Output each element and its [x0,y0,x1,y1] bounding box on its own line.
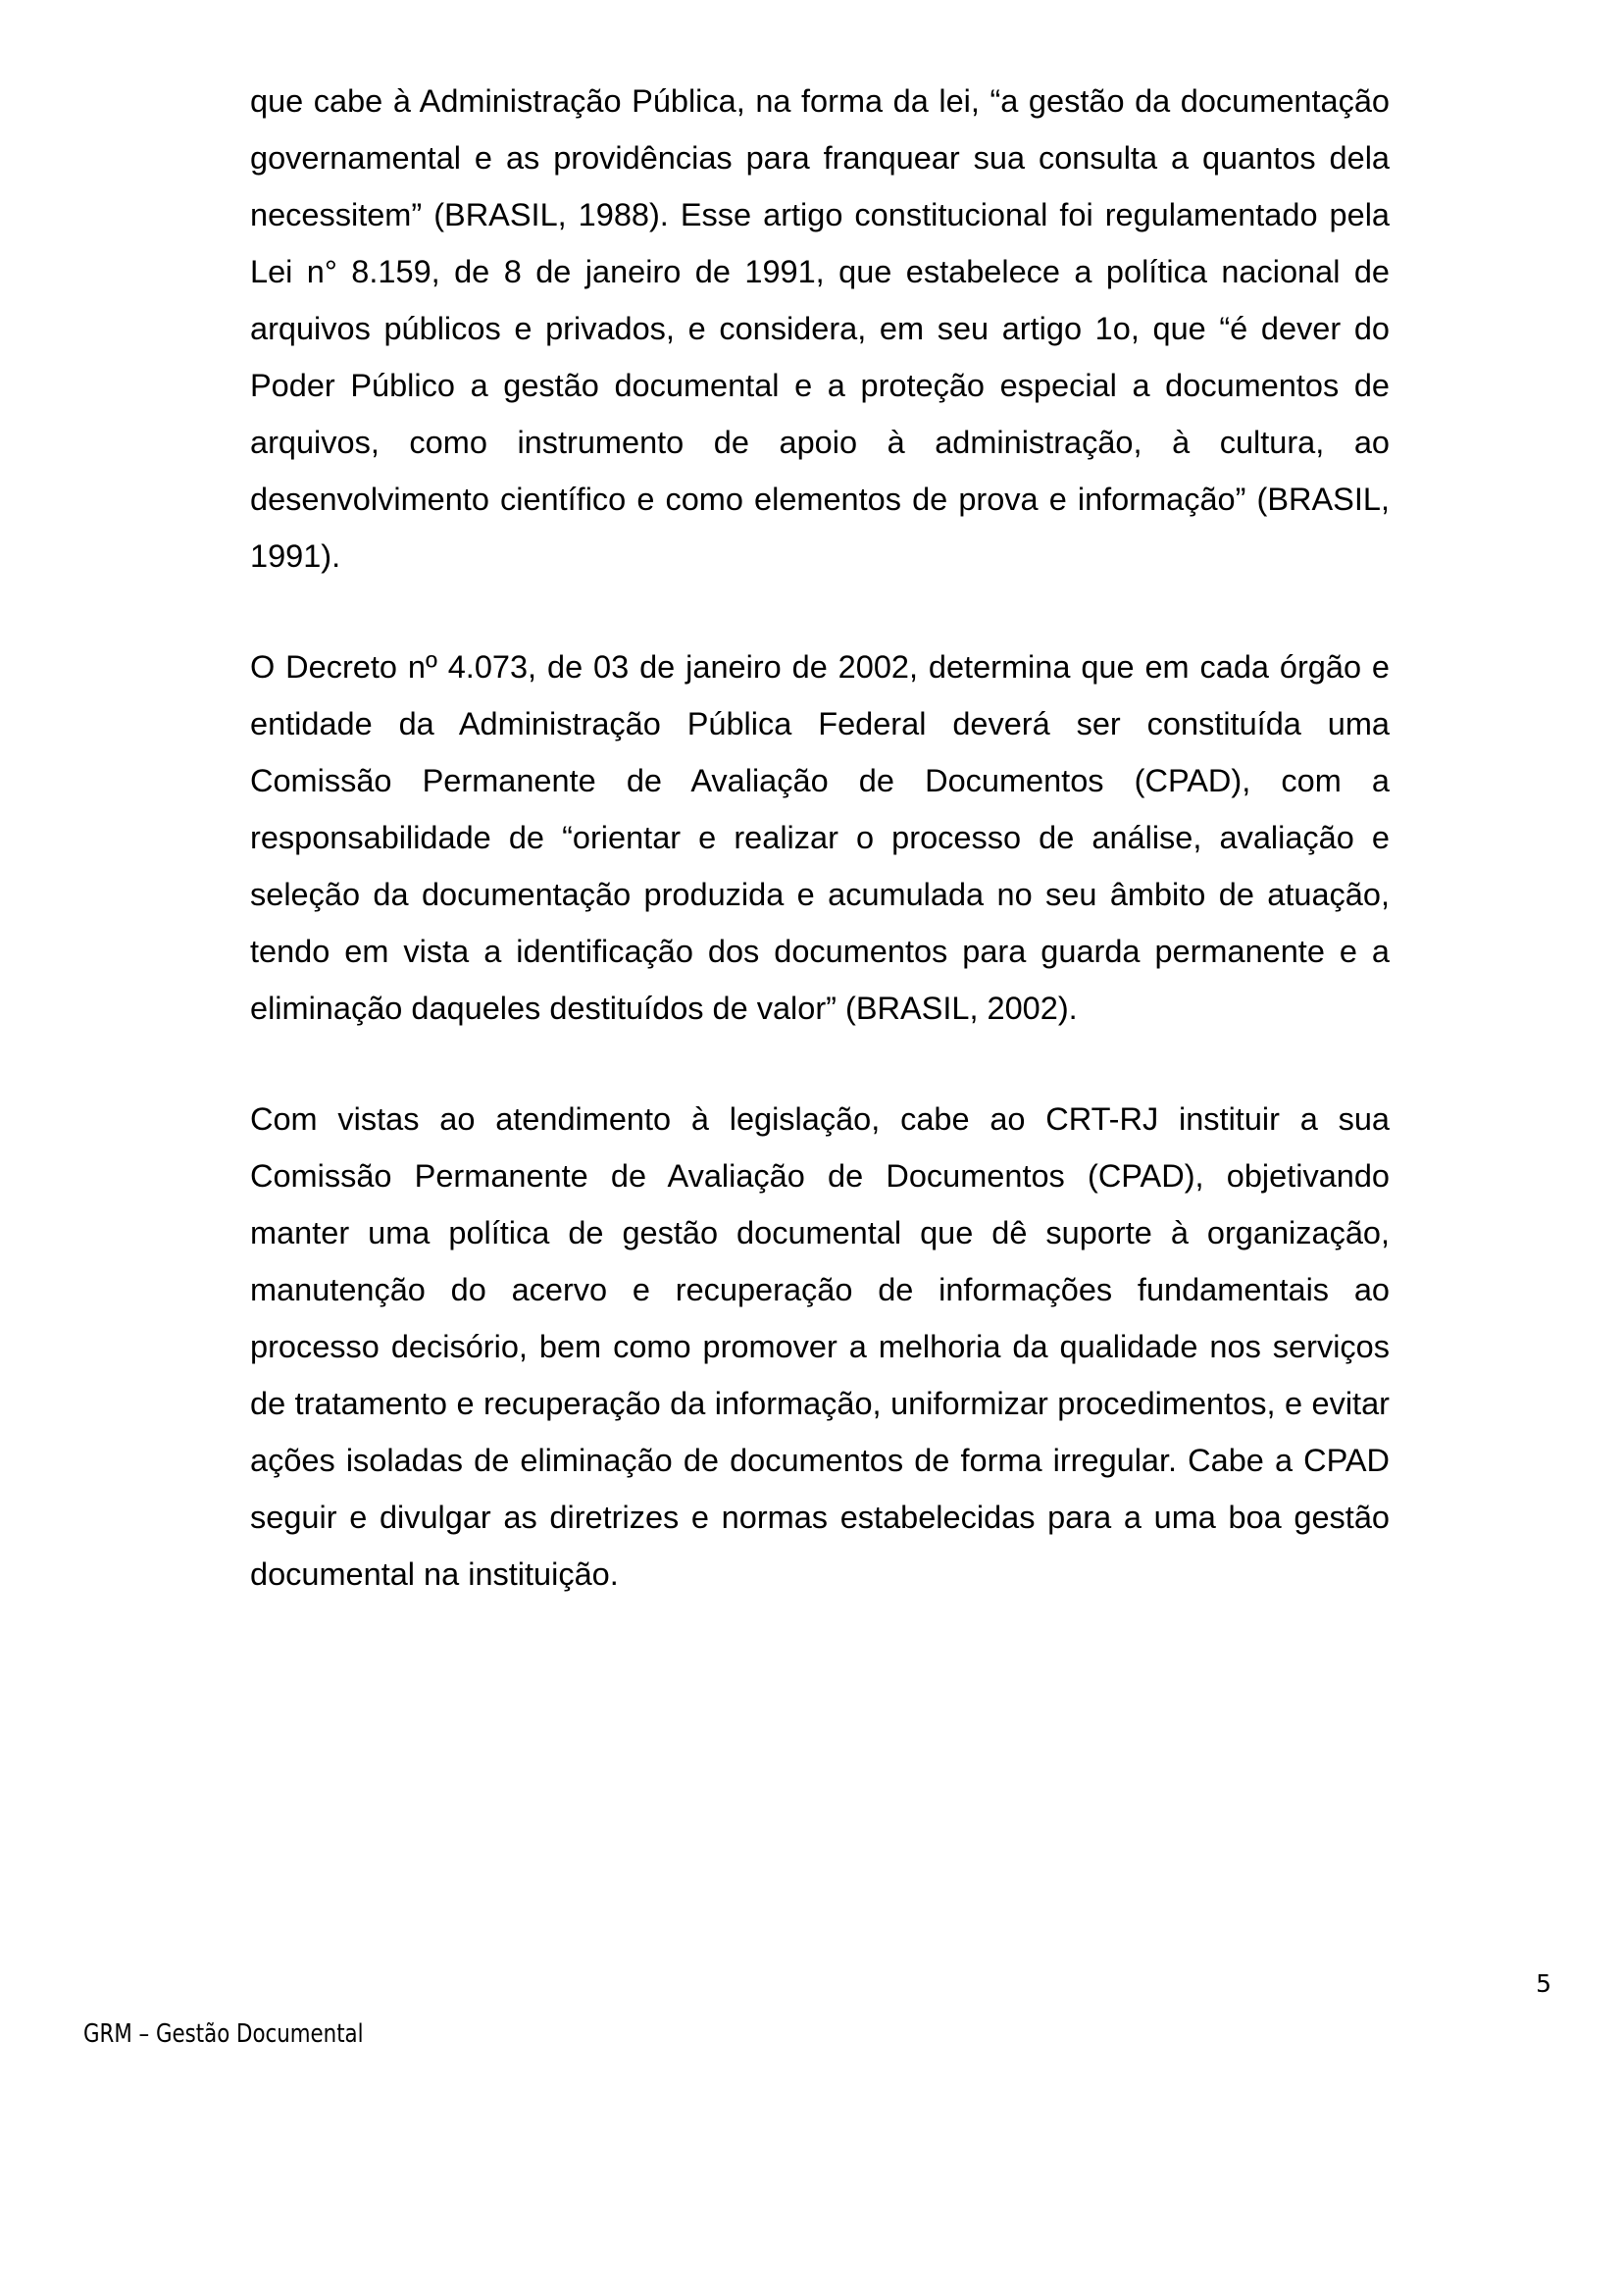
body-paragraph: O Decreto nº 4.073, de 03 de janeiro de 2002, determina que em cada órgão e entidade da Administração Pública Federal deverá ser constituída uma Comissão Permanente de Avaliação de Documentos (CPAD), com a responsabilidade de “orientar e realizar o processo de análise, avaliação e seleção da documentação produzida e acumulada no seu âmbito de atuação, tendo em vista a identificação dos documentos para guarda permanente e a eliminação daqueles destituídos de valor” (BRASIL, 2002). [250,649,1390,1026]
document-body [250,73,1390,1603]
body-paragraph: que cabe à Administração Pública, na forma da lei, “a gestão da documentação governamental e as providências para franquear sua consulta a quantos dela necessitem” (BRASIL, 1988). Esse artigo constitucional foi regulamentado pela Lei n° 8.159, de 8 de janeiro de 1991, que estabelece a política nacional de arquivos públicos e privados, e considera, em seu artigo 1o, que “é dever do Poder Público a gestão documental e a proteção especial a documentos de arquivos, como instrumento de apoio à administração, à cultura, ao desenvolvimento científico e como elementos de prova e informação” (BRASIL, 1991). [250,83,1390,574]
page-number: 5 [1536,1969,1551,1998]
body-paragraph: Com vistas ao atendimento à legislação, cabe ao CRT-RJ instituir a sua Comissão Permanente de Avaliação de Documentos (CPAD), objetivando manter uma política de gestão documental que dê suporte à organização, manutenção do acervo e recuperação de informações fundamentais ao processo decisório, bem como promover a melhoria da qualidade nos serviços de tratamento e recuperação da informação, uniformizar procedimentos, e evitar ações isoladas de eliminação de documentos de forma irregular. Cabe a CPAD seguir e divulgar as diretrizes e normas estabelecidas para a uma boa gestão documental na instituição. [250,1101,1390,1592]
footer-note: GRM – Gestão Documental [83,2019,364,2049]
